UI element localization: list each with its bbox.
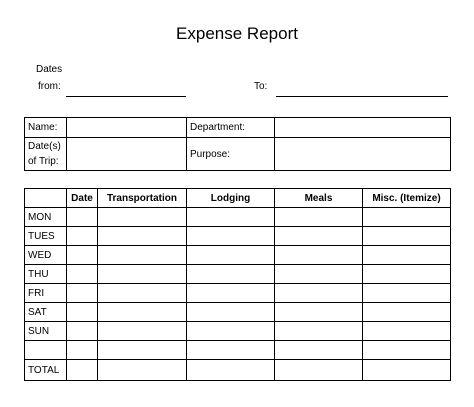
table-row (25, 246, 451, 265)
day-label: THU (25, 265, 67, 284)
header-lodging: Lodging (187, 189, 275, 208)
day-label: SUN (25, 322, 67, 341)
trip-dates-field[interactable] (67, 138, 187, 171)
header-misc: Misc. (Itemize) (363, 189, 451, 208)
transportation-cell[interactable] (98, 246, 187, 265)
to-label: To: (254, 81, 268, 92)
dates-label: Dates (36, 64, 63, 75)
trip-dates-label-line1: Date(s) (28, 141, 61, 152)
day-label: MON (25, 208, 67, 227)
transportation-cell[interactable] (98, 341, 187, 360)
department-field[interactable] (275, 118, 451, 138)
expense-table (24, 188, 451, 381)
misc-cell[interactable] (363, 265, 451, 284)
day-label: WED (25, 246, 67, 265)
header-date: Date (67, 189, 98, 208)
name-label: Name: (25, 118, 67, 138)
meals-cell[interactable] (275, 246, 363, 265)
table-row (25, 284, 451, 303)
transportation-cell[interactable] (98, 360, 187, 381)
day-label: SAT (25, 303, 67, 322)
table-row (25, 303, 451, 322)
misc-cell[interactable] (363, 341, 451, 360)
misc-cell[interactable] (363, 322, 451, 341)
lodging-cell[interactable] (187, 322, 275, 341)
purpose-label: Purpose: (187, 138, 275, 171)
day-label: TUES (25, 227, 67, 246)
day-label (25, 341, 67, 360)
table-row (25, 265, 451, 284)
trip-dates-row (25, 138, 451, 171)
date-cell[interactable] (67, 265, 98, 284)
table-row (25, 208, 451, 227)
date-cell[interactable] (67, 360, 98, 381)
misc-cell[interactable] (363, 303, 451, 322)
table-row (25, 322, 451, 341)
from-label: from: (38, 81, 61, 92)
day-label: FRI (25, 284, 67, 303)
meals-cell[interactable] (275, 360, 363, 381)
lodging-cell[interactable] (187, 284, 275, 303)
expense-header-row (25, 189, 451, 208)
meals-cell[interactable] (275, 265, 363, 284)
date-cell[interactable] (67, 322, 98, 341)
meals-cell[interactable] (275, 227, 363, 246)
page-title: Expense Report (176, 24, 298, 43)
trip-info-table (24, 117, 451, 171)
trip-dates-label-line2: of Trip: (28, 156, 59, 167)
transportation-cell[interactable] (98, 303, 187, 322)
table-row (25, 227, 451, 246)
trip-dates-label (25, 138, 67, 171)
lodging-cell[interactable] (187, 246, 275, 265)
date-cell[interactable] (67, 246, 98, 265)
transportation-cell[interactable] (98, 284, 187, 303)
transportation-cell[interactable] (98, 265, 187, 284)
header-transportation: Transportation (98, 189, 187, 208)
misc-cell[interactable] (363, 246, 451, 265)
date-cell[interactable] (67, 227, 98, 246)
name-field[interactable] (67, 118, 187, 138)
lodging-cell[interactable] (187, 265, 275, 284)
department-label: Department: (187, 118, 275, 138)
misc-cell[interactable] (363, 227, 451, 246)
lodging-cell[interactable] (187, 208, 275, 227)
to-date-field[interactable] (276, 96, 448, 97)
transportation-cell[interactable] (98, 322, 187, 341)
transportation-cell[interactable] (98, 227, 187, 246)
table-row (25, 360, 451, 381)
meals-cell[interactable] (275, 284, 363, 303)
expense-body (25, 208, 451, 381)
lodging-cell[interactable] (187, 341, 275, 360)
misc-cell[interactable] (363, 284, 451, 303)
meals-cell[interactable] (275, 341, 363, 360)
header-day (25, 189, 67, 208)
date-cell[interactable] (67, 341, 98, 360)
meals-cell[interactable] (275, 322, 363, 341)
misc-cell[interactable] (363, 208, 451, 227)
transportation-cell[interactable] (98, 208, 187, 227)
lodging-cell[interactable] (187, 303, 275, 322)
purpose-field[interactable] (275, 138, 451, 171)
lodging-cell[interactable] (187, 227, 275, 246)
from-date-field[interactable] (66, 96, 186, 97)
header-meals: Meals (275, 189, 363, 208)
lodging-cell[interactable] (187, 360, 275, 381)
date-cell[interactable] (67, 284, 98, 303)
table-row (25, 341, 451, 360)
misc-cell[interactable] (363, 360, 451, 381)
date-cell[interactable] (67, 208, 98, 227)
meals-cell[interactable] (275, 208, 363, 227)
meals-cell[interactable] (275, 303, 363, 322)
day-label: TOTAL (25, 360, 67, 381)
name-row (25, 118, 451, 138)
date-cell[interactable] (67, 303, 98, 322)
